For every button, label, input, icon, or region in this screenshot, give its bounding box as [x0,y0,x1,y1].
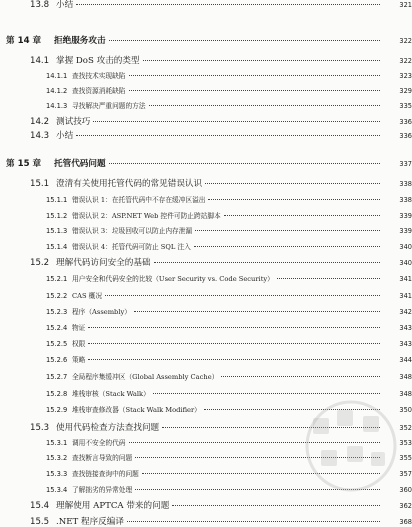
toc-entry-page-cell [382,292,412,300]
toc-entry-title: 理解使用 APTCA 带来的问题 [56,501,170,511]
toc-entry-page-number: 355 [399,454,412,462]
toc-entry-page-number: 340 [399,259,412,267]
toc-entry-page-number: 329 [399,87,412,95]
toc-entry-title: 澄清有关使用托管代码的常见错误认识 [56,179,203,189]
toc-entry-number: 15.2.9 [46,406,68,414]
toc-entry[interactable] [0,100,412,110]
dot-leader [172,505,380,506]
toc-entry-page-cell [382,439,412,447]
toc-entry[interactable] [0,338,412,348]
toc-entry-number: 15.5 [30,517,50,527]
toc-entry-page-number: 338 [399,180,412,188]
dot-leader [221,376,380,377]
toc-entry-number: 14.1 [30,56,50,66]
toc-entry-number: 15.4 [30,501,50,511]
toc-entry-title: 理解代码访问安全的基础 [56,258,151,268]
toc-entry-page-cell [382,227,412,235]
toc-entry-page-number: 337 [399,160,412,168]
dot-leader [224,215,380,216]
toc-entry-number: 15.1.3 [46,227,68,235]
dot-leader [162,427,380,428]
toc-entry-number: 15.2.7 [46,373,68,381]
dot-leader [153,393,380,394]
toc-entry[interactable] [0,177,412,189]
toc-entry-title: 错误认识 4：托管代码可防止 SQL 注入 [72,243,191,251]
toc-entry[interactable] [0,115,412,127]
toc-entry-page-number: 362 [399,502,412,510]
toc-entry[interactable] [0,322,412,332]
toc-entry[interactable] [0,484,412,494]
toc-entry-number: 15.2.3 [46,308,68,316]
dot-leader [194,246,380,247]
toc-entry-page-number: 339 [399,227,412,235]
toc-entry-page-number: 357 [399,470,412,478]
toc-entry[interactable] [0,354,412,364]
dot-leader [143,60,380,61]
dot-leader [204,409,380,410]
dot-leader [195,230,380,231]
toc-entry[interactable] [0,85,412,95]
dot-leader [88,343,380,344]
toc-entry-title: 堆栈审核（Stack Walk） [72,390,150,398]
toc-entry[interactable] [0,371,412,381]
toc-entry-page-number: 323 [399,72,412,80]
toc-entry-page-number: 352 [399,424,412,432]
dot-leader [93,121,380,122]
toc-entry-title: 全局程序集缓冲区（Global Assembly Cache） [72,373,219,381]
toc-entry[interactable] [0,273,412,283]
toc-entry-title: 堆栈审查修改器（Stack Walk Modifier） [72,406,201,414]
dot-leader [142,473,380,474]
toc-entry-title: 小结 [56,131,74,141]
toc-entry-number: 15.2.1 [46,275,68,283]
toc-entry-page-cell [382,406,412,414]
toc-entry-number: 第 14 章 [6,36,42,46]
toc-entry-title: 查找断言导致的问题 [72,454,133,462]
toc-entry-page-cell [382,454,412,462]
toc-entry-page-cell [382,117,412,127]
toc-entry-number: 15.1.4 [46,243,68,251]
toc-entry-title: 错误认识 2：ASP.NET Web 控件可防止跨站脚本 [72,212,221,220]
toc-entry-number: 14.1.2 [46,87,68,95]
dot-leader [105,295,380,296]
toc-entry-page-cell [382,72,412,80]
toc-entry-page-cell [382,324,412,332]
toc-entry[interactable] [0,157,412,169]
toc-entry-title: 查找技术实现缺陷 [72,72,126,80]
toc-entry-page-cell [382,308,412,316]
toc-entry-page-number: 336 [399,118,412,126]
toc-entry-page-cell [382,36,412,46]
toc-entry-title: 错误认识 1：在托管代码中不存在缓冲区溢出 [72,196,206,204]
toc-entry-number: 15.2.6 [46,356,68,364]
toc-entry-number: 15.2.8 [46,390,68,398]
dot-leader [88,359,380,360]
toc-entry[interactable] [0,306,412,316]
toc-entry[interactable] [0,70,412,80]
toc-entry-page-number: 321 [399,1,412,9]
dot-leader [129,90,381,91]
dot-leader [129,75,381,76]
toc-entry-number: 14.3 [30,131,50,141]
dot-leader [135,457,380,458]
toc-entry-number: 15.3.1 [46,439,68,447]
dot-leader [135,489,380,490]
toc-entry-page-cell [382,470,412,478]
toc-entry[interactable] [0,54,412,66]
toc-entry-title: .NET 程序反编译 [56,517,124,527]
toc-entry-page-cell [382,501,412,511]
toc-entry-title: 程序（Assembly） [72,308,131,316]
dot-leader [154,262,380,263]
toc-entry-page-number: 341 [399,292,412,300]
toc-entry-page-cell [382,486,412,494]
toc-entry-page-number: 350 [399,406,412,414]
toc-entry-number: 15.1.1 [46,196,68,204]
toc-entry-page-number: 338 [399,196,412,204]
toc-entry-title: 托管代码问题 [54,159,106,169]
toc-entry-page-cell [382,517,412,527]
dot-leader [109,163,380,164]
toc-entry-title: 了解拙劣的异常处理 [72,486,133,494]
toc-entry-page-number: 340 [399,243,412,251]
toc-entry-title: 拒绝服务攻击 [54,36,106,46]
toc-entry-title: 小结 [56,0,74,10]
toc-entry-page-cell [382,131,412,141]
dot-leader [208,199,380,200]
toc-entry-title: 策略 [72,356,86,364]
toc-entry-page-cell [382,356,412,364]
toc-entry[interactable] [0,452,412,462]
toc-entry-page-number: 348 [399,373,412,381]
dot-leader [277,278,380,279]
toc-entry-number: 14.1.1 [46,72,68,80]
toc-entry-number: 15.1.2 [46,212,68,220]
toc-entry[interactable] [0,404,412,414]
toc-entry-title: 权限 [72,340,86,348]
toc-entry-page-number: 322 [399,37,412,45]
toc-entry-page-cell [382,275,412,283]
toc-entry[interactable] [0,388,412,398]
toc-entry-page-number: 336 [399,132,412,140]
toc-entry-page-cell [382,87,412,95]
dot-leader [205,183,380,184]
toc-entry-page-number: 335 [399,102,412,110]
toc-entry-page-cell [382,0,412,10]
toc-entry[interactable] [0,421,412,433]
toc-entry-title: 掌握 DoS 攻击的类型 [56,56,140,66]
toc-entry-page-cell [382,373,412,381]
toc-entry-page-number: 348 [399,390,412,398]
toc-entry[interactable] [0,290,412,300]
dot-leader [134,311,380,312]
toc-entry-title: 寻找解决严重问题的方法 [72,102,146,110]
toc-entry-page-number: 342 [399,308,412,316]
dot-leader [149,105,380,106]
toc-entry-page-number: 344 [399,356,412,364]
toc-entry-title: 调用不安全的代码 [72,439,126,447]
toc-entry-page-cell [382,196,412,204]
toc-entry-page-cell [382,258,412,268]
dot-leader [109,40,380,41]
toc-entry-page-number: 339 [399,212,412,220]
toc-entry-number: 第 15 章 [6,159,42,169]
toc-entry-title: 查找链接查询中的问题 [72,470,139,478]
toc-entry[interactable] [0,225,412,235]
dot-leader [88,327,380,328]
dot-leader [76,4,380,5]
toc-entry[interactable] [0,194,412,204]
toc-entry-page-cell [382,340,412,348]
toc-entry-number: 15.2 [30,258,50,268]
dot-leader [129,442,381,443]
toc-entry[interactable] [0,515,412,527]
toc-entry-number: 15.3 [30,423,50,433]
toc-entry-number: 15.3.4 [46,486,68,494]
dot-leader [127,521,380,522]
toc-entry-page-cell [382,212,412,220]
toc-entry[interactable] [0,129,412,141]
toc-entry-page-cell [382,56,412,66]
toc-entry-number: 15.1 [30,179,50,189]
toc-entry-number: 13.8 [30,0,50,10]
toc-entry-title: 测试技巧 [56,117,91,127]
toc-entry-page-number: 341 [399,275,412,283]
toc-entry-number: 15.2.4 [46,324,68,332]
toc-entry-page-cell [382,159,412,169]
toc-entry-title: 查找资源消耗缺陷 [72,87,126,95]
toc-entry-title: 物证 [72,324,86,332]
toc-entry-page-cell [382,243,412,251]
toc-entry-page-cell [382,102,412,110]
toc-entry-title: 使用代码检查方法查找问题 [56,423,160,433]
toc-entry-page-number: 322 [399,57,412,65]
toc-entry[interactable] [0,241,412,251]
toc-entry-page-cell [382,179,412,189]
toc-entry-number: 14.1.3 [46,102,68,110]
toc-entry-page-number: 368 [399,518,412,526]
toc-entry[interactable] [0,256,412,268]
toc-entry-page-cell [382,390,412,398]
toc-entry[interactable] [0,437,412,447]
toc-entry[interactable] [0,499,412,511]
toc-entry-number: 15.2.5 [46,340,68,348]
toc-entry-number: 15.3.2 [46,454,68,462]
toc-entry-title: 用户安全和代码安全的比较（User Security vs. Code Security） [72,275,274,283]
toc-entry-page-cell [382,423,412,433]
toc-entry-number: 14.2 [30,117,50,127]
dot-leader [76,135,380,136]
toc-entry[interactable] [0,468,412,478]
toc-entry-number: 15.2.2 [46,292,68,300]
toc-entry-title: 错误认识 3：垃圾回收可以防止内存泄漏 [72,227,193,235]
toc-entry-title: CAS 概况 [72,292,103,300]
toc-entry[interactable] [0,0,412,10]
toc-entry-page-number: 360 [399,486,412,494]
toc-entry-page-number: 343 [399,340,412,348]
toc-entry-page-number: 343 [399,324,412,332]
toc-entry-page-number: 353 [399,439,412,447]
toc-entry[interactable] [0,34,412,46]
toc-entry-number: 15.3.3 [46,470,68,478]
toc-entry[interactable] [0,210,412,220]
